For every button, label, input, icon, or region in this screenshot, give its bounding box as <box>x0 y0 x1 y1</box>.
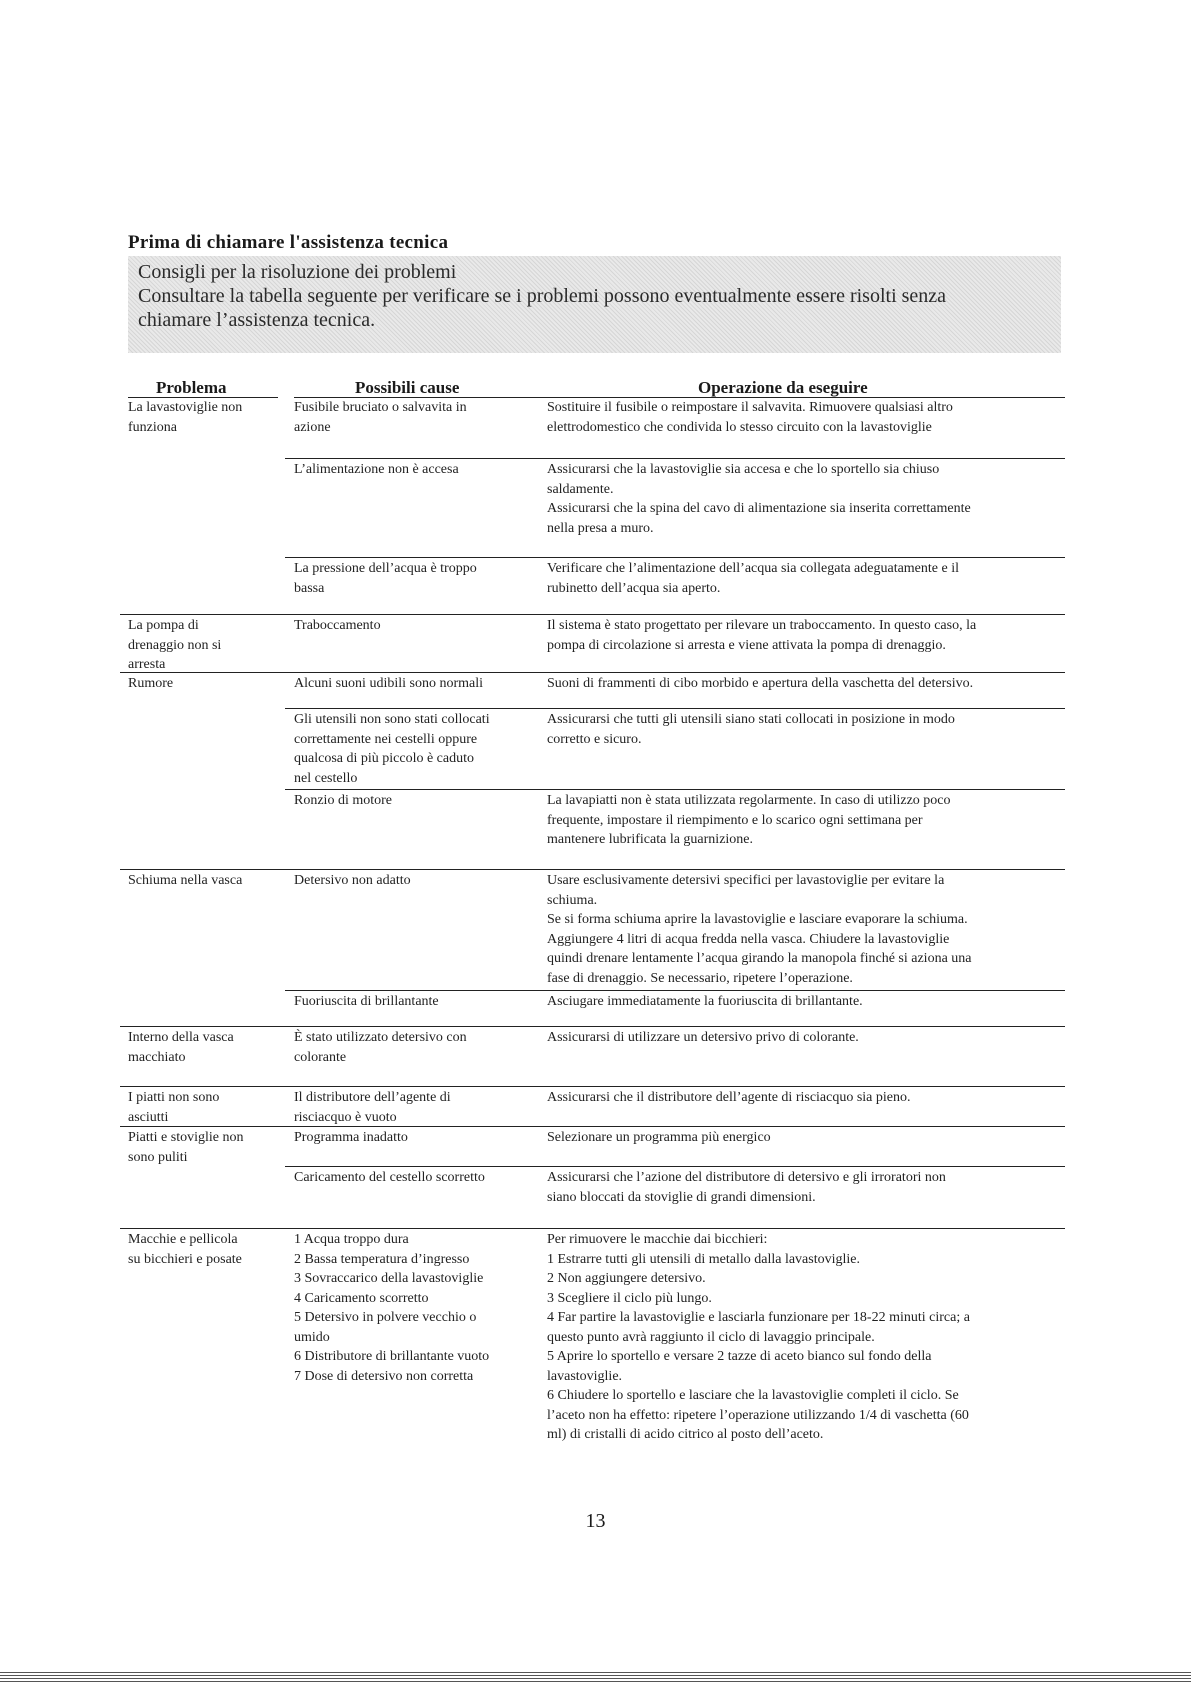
cause-text-line: 2 Bassa temperatura d’ingresso <box>294 1251 470 1267</box>
row-rule <box>120 1228 1065 1229</box>
action-text-line: 6 Chiudere lo sportello e lasciare che la lavastoviglie completi il ciclo. Se <box>547 1388 959 1403</box>
action-text-line: l’aceto non ha effetto: ripetere l’operazione utilizzando 1/4 di vaschetta (60 <box>547 1407 969 1423</box>
cause-text-line: colorante <box>294 1049 347 1065</box>
row-rule <box>285 789 1065 790</box>
action-text-line: Il sistema è stato progettato per rilevare un traboccamento. In questo caso, la <box>547 618 977 633</box>
action-text-line: 2 Non aggiungere detersivo. <box>547 1271 706 1286</box>
problem-text-line: I piatti non sono <box>128 1090 220 1105</box>
cell-action <box>547 674 973 694</box>
cell-cause <box>294 1088 451 1127</box>
banner-text-line: Consultare la tabella seguente per verificare se i problemi possono eventualmente essere risolti senza <box>138 285 947 307</box>
cell-cause <box>294 616 381 636</box>
cell-cause <box>294 674 483 694</box>
cell-problem <box>128 871 242 891</box>
action-text-line: quindi drenare lentamente l’acqua girando la manopola finché si aziona una <box>547 951 972 966</box>
cause-text-line: azione <box>294 419 331 435</box>
action-text-line: Assicurarsi che la spina del cavo di alimentazione sia inserita correttamente <box>547 501 971 516</box>
action-text-line: Se si forma schiuma aprire la lavastoviglie e lasciare evaporare la schiuma. <box>547 912 968 927</box>
problem-text-line: macchiato <box>128 1049 186 1065</box>
cell-action <box>547 460 971 538</box>
cell-action <box>547 1088 911 1108</box>
problem-text-line: Interno della vasca <box>128 1030 234 1045</box>
cell-cause <box>294 398 467 437</box>
cell-cause <box>294 1128 408 1148</box>
cause-text-line: È stato utilizzato detersivo con <box>294 1030 467 1045</box>
action-text-line: frequente, impostare il riempimento e lo scarico ogni settimana per <box>547 812 923 828</box>
cell-cause <box>294 460 459 480</box>
action-text-line: fase di drenaggio. Se necessario, ripetere l’operazione. <box>547 970 853 986</box>
problem-text-line: su bicchieri e posate <box>128 1251 242 1267</box>
problem-text-line: La pompa di <box>128 618 199 633</box>
action-text-line: Verificare che l’alimentazione dell’acqua sia collegata adeguatamente e il <box>547 561 959 576</box>
action-text-line: Assicurarsi di utilizzare un detersivo privo di colorante. <box>547 1030 859 1045</box>
cause-text-line: Fuoriuscita di brillantante <box>294 994 439 1009</box>
action-text-line: Assicurarsi che tutti gli utensili siano stati collocati in posizione in modo <box>547 712 955 727</box>
banner-text-line: chiamare l’assistenza tecnica. <box>138 309 376 331</box>
cell-cause <box>294 1028 467 1067</box>
cause-text-line: 1 Acqua troppo dura <box>294 1232 409 1247</box>
cell-cause <box>294 1168 485 1188</box>
header-problem: Problema <box>156 378 227 397</box>
action-text-line: Per rimuovere le macchie dai bicchieri: <box>547 1232 768 1247</box>
problem-text-line: funziona <box>128 419 177 435</box>
cell-action <box>547 398 953 437</box>
cell-action <box>547 710 955 749</box>
problem-text-line: Schiuma nella vasca <box>128 873 243 888</box>
action-text-line: Aggiungere 4 litri di acqua fredda nella vasca. Chiudere la lavastoviglie <box>547 931 950 947</box>
cause-text-line: 5 Detersivo in polvere vecchio o <box>294 1310 477 1325</box>
action-text-line: Assicurarsi che l’azione del distributore di detersivo e gli irroratori non <box>547 1170 946 1185</box>
action-text-line: Usare esclusivamente detersivi specifici per lavastoviglie per evitare la <box>547 873 945 888</box>
cell-action <box>547 1168 946 1207</box>
cause-text-line: nel cestello <box>294 770 358 786</box>
cell-problem <box>128 674 173 694</box>
page-number: 13 <box>585 1510 606 1532</box>
row-rule <box>285 990 1065 991</box>
cell-cause <box>294 710 490 788</box>
problem-text-line: La lavastoviglie non <box>128 400 243 415</box>
action-text-line: elettrodomestico che condivida lo stesso circuito con la lavastoviglie <box>547 419 932 435</box>
cell-action <box>547 1028 859 1048</box>
cause-text-line: Alcuni suoni udibili sono normali <box>294 676 483 691</box>
cause-text-line: bassa <box>294 580 325 596</box>
action-text-line: Sostituire il fusibile o reimpostare il salvavita. Rimuovere qualsiasi altro <box>547 400 953 415</box>
row-rule <box>120 1086 1065 1087</box>
cell-action <box>547 992 863 1012</box>
cell-action <box>547 1128 771 1148</box>
cell-cause <box>294 1230 489 1386</box>
cell-cause <box>294 871 411 891</box>
cause-text-line: umido <box>294 1329 330 1345</box>
row-rule <box>120 869 1065 870</box>
action-text-line: saldamente. <box>547 481 614 497</box>
cause-text-line: La pressione dell’acqua è troppo <box>294 561 477 576</box>
action-text-line: Assicurarsi che il distributore dell’agente di risciacquo sia pieno. <box>547 1090 911 1105</box>
problem-text-line: drenaggio non si <box>128 637 222 653</box>
action-text-line: La lavapiatti non è stata utilizzata regolarmente. In caso di utilizzo poco <box>547 793 951 808</box>
action-text-line: mantenere lubrificata la guarnizione. <box>547 832 754 847</box>
row-rule <box>285 708 1065 709</box>
cell-problem <box>128 1028 234 1067</box>
banner-heading: Consigli per la risoluzione dei problemi <box>138 261 457 283</box>
row-rule <box>120 1126 1065 1127</box>
action-text-line: Assicurarsi che la lavastoviglie sia accesa e che lo sportello sia chiuso <box>547 462 940 477</box>
cell-problem <box>128 616 221 675</box>
action-text-line: lavastoviglie. <box>547 1368 623 1384</box>
action-text-line: 5 Aprire lo sportello e versare 2 tazze di aceto bianco sul fondo della <box>547 1349 932 1364</box>
action-text-line: Suoni di frammenti di cibo morbido e apertura della vaschetta del detersivo. <box>547 676 974 691</box>
cause-text-line: Ronzio di motore <box>294 793 392 808</box>
action-text-line: corretto e sicuro. <box>547 731 642 747</box>
cell-action <box>547 1230 970 1445</box>
action-text-line: rubinetto dell’acqua sia aperto. <box>547 580 721 596</box>
problem-text-line: arresta <box>128 657 166 672</box>
intro-banner <box>128 256 1061 353</box>
cause-text-line: 3 Sovraccarico della lavastoviglie <box>294 1271 484 1286</box>
action-text-line: Selezionare un programma più energico <box>547 1130 771 1145</box>
cause-text-line: 4 Caricamento scorretto <box>294 1290 429 1306</box>
cause-text-line: Traboccamento <box>294 618 381 633</box>
action-text-line: questo punto avrà raggiunto il ciclo di lavaggio principale. <box>547 1329 875 1345</box>
cell-cause <box>294 791 392 811</box>
cause-text-line: 7 Dose di detersivo non corretta <box>294 1368 474 1384</box>
row-rule <box>120 672 1065 673</box>
cell-problem <box>128 1230 242 1269</box>
page-title: Prima di chiamare l'assistenza tecnica <box>128 232 449 253</box>
action-text-line: ml) di cristalli di acido citrico al posto dell’aceto. <box>547 1427 824 1442</box>
cell-problem <box>128 1088 219 1127</box>
cause-text-line: L’alimentazione non è accesa <box>294 462 459 477</box>
cause-text-line: 6 Distributore di brillantante vuoto <box>294 1349 490 1364</box>
action-text-line: Asciugare immediatamente la fuoriuscita di brillantante. <box>547 994 863 1009</box>
cause-text-line: Caricamento del cestello scorretto <box>294 1170 485 1185</box>
header-action: Operazione da eseguire <box>698 378 868 397</box>
action-text-line: 1 Estrarre tutti gli utensili di metallo dalla lavastoviglie. <box>547 1251 860 1267</box>
cause-text-line: Gli utensili non sono stati collocati <box>294 712 490 727</box>
scan-border <box>0 1672 1191 1682</box>
row-rule <box>285 458 1065 459</box>
row-rule <box>120 614 1065 615</box>
problem-text-line: asciutti <box>128 1109 169 1125</box>
header-causes: Possibili cause <box>355 378 460 397</box>
action-text-line: schiuma. <box>547 892 598 908</box>
cause-text-line: Fusibile bruciato o salvavita in <box>294 400 467 415</box>
cause-text-line: risciacquo è vuoto <box>294 1109 397 1125</box>
cell-action <box>547 791 951 850</box>
action-text-line: siano bloccati da stoviglie di grandi dimensioni. <box>547 1189 816 1205</box>
cause-text-line: qualcosa di più piccolo è caduto <box>294 751 474 766</box>
problem-text-line: Macchie e pellicola <box>128 1232 238 1247</box>
cause-text-line: Detersivo non adatto <box>294 873 411 888</box>
cell-cause <box>294 992 439 1012</box>
cause-text-line: Il distributore dell’agente di <box>294 1090 451 1105</box>
cell-cause <box>294 559 477 598</box>
cell-action <box>547 871 972 988</box>
action-text-line: 3 Scegliere il ciclo più lungo. <box>547 1290 712 1306</box>
action-text-line: pompa di circolazione si arresta e viene attivata la pompa di drenaggio. <box>547 637 946 653</box>
cell-problem <box>128 398 242 437</box>
row-rule <box>120 1026 1065 1027</box>
action-text-line: 4 Far partire la lavastoviglie e lasciarla funzionare per 18-22 minuti circa; a <box>547 1310 970 1325</box>
row-rule <box>285 1166 1065 1167</box>
cell-problem <box>128 1128 244 1167</box>
problem-text-line: Piatti e stoviglie non <box>128 1130 244 1145</box>
cell-action <box>547 616 976 655</box>
problem-text-line: Rumore <box>128 676 174 691</box>
cause-text-line: correttamente nei cestelli oppure <box>294 731 478 747</box>
problem-text-line: sono puliti <box>128 1149 188 1165</box>
row-rule <box>285 557 1065 558</box>
action-text-line: nella presa a muro. <box>547 520 654 536</box>
cause-text-line: Programma inadatto <box>294 1130 408 1145</box>
cell-action <box>547 559 959 598</box>
